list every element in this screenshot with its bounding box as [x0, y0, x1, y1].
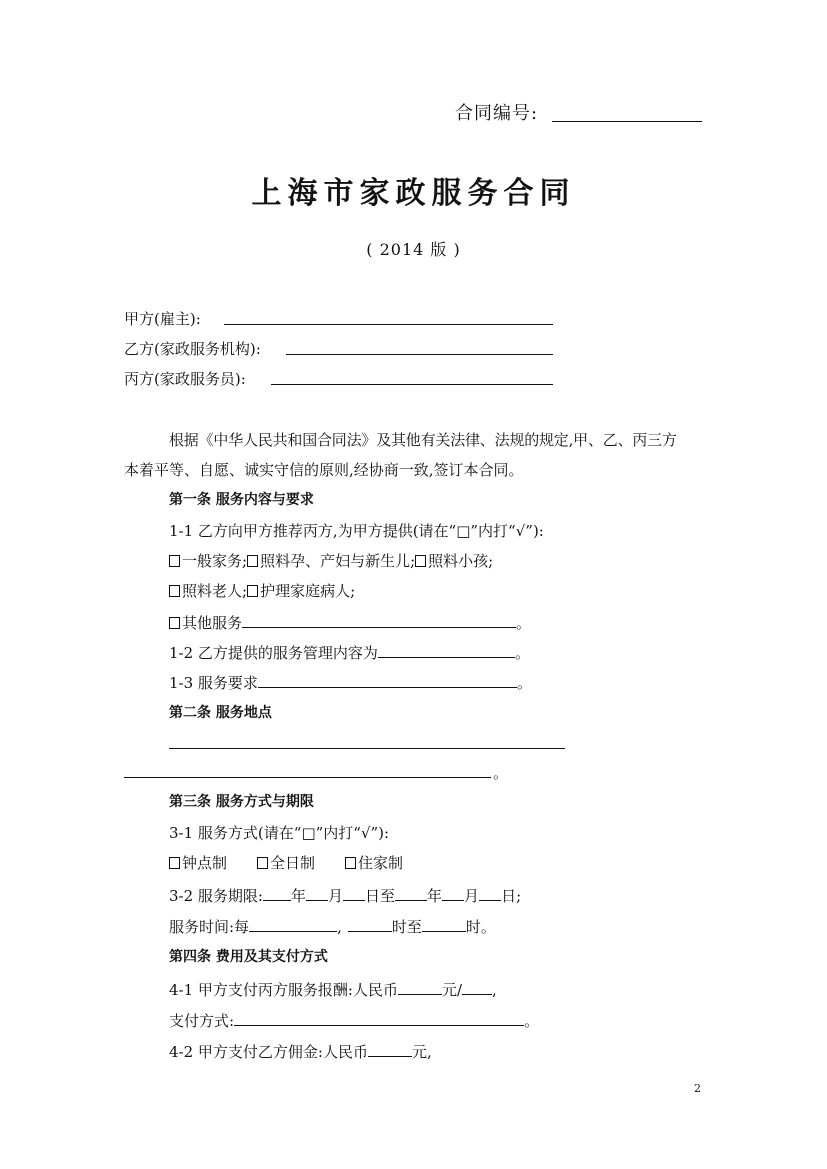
- month-label: 月: [464, 887, 480, 905]
- year-label: 年: [290, 887, 306, 905]
- year-label: 年: [427, 887, 443, 905]
- article-4-2: [169, 1040, 432, 1062]
- checkbox-elder-care[interactable]: [169, 585, 180, 597]
- article-4-1: [169, 978, 497, 1000]
- article-3-heading: 第三条 服务方式与期限: [169, 794, 314, 810]
- payment-method-field[interactable]: [234, 1009, 524, 1026]
- option-general-housework-label: 一般家务;: [182, 552, 248, 570]
- checkbox-hourly[interactable]: [169, 857, 180, 869]
- comma-mark: ,: [337, 918, 342, 936]
- service-period-label: 3-2 服务期限:: [169, 887, 263, 905]
- document-title: 上海市家政服务合同: [251, 176, 576, 211]
- fee-unit-label: 元/: [441, 981, 463, 999]
- day-to-label: 日至: [365, 887, 396, 905]
- service-location-field-1[interactable]: [169, 748, 565, 749]
- payment-method: [169, 1009, 539, 1031]
- article-3-1: 3-1 服务方式(请在“□”内打“√”):: [169, 824, 390, 842]
- service-location-field-2[interactable]: [124, 777, 491, 778]
- service-mode-options: [169, 853, 403, 873]
- article-1-heading: 第一条 服务内容与要求: [169, 492, 314, 508]
- checkbox-maternity-newborn[interactable]: [247, 555, 258, 567]
- option-other-service-label: 其他服务: [182, 614, 243, 632]
- period-mark: 。: [514, 644, 530, 662]
- period-mark: 。: [516, 674, 532, 692]
- service-requirements-field[interactable]: [258, 671, 517, 688]
- page-number: 2: [694, 1082, 701, 1095]
- day-label: 日;: [501, 887, 522, 905]
- start-hour-field[interactable]: [348, 915, 392, 932]
- article-1-3: [169, 671, 532, 693]
- service-options-row-3: [169, 611, 531, 633]
- fee-unit-field[interactable]: [462, 978, 492, 995]
- start-year-field[interactable]: [263, 884, 291, 901]
- commission-amount-field[interactable]: [368, 1040, 412, 1057]
- article-4-heading: 第四条 费用及其支付方式: [169, 949, 328, 965]
- checkbox-live-in[interactable]: [345, 857, 356, 869]
- intro-line-2: 本着平等、自愿、诚实守信的原则,经协商一致,签订本合同。: [124, 461, 524, 479]
- payment-method-label: 支付方式:: [169, 1012, 235, 1030]
- period-mark: 。: [524, 1012, 540, 1030]
- option-live-in-label: 住家制: [358, 854, 404, 872]
- option-elder-care-label: 照料老人;: [182, 582, 248, 600]
- option-patient-care-label: 护理家庭病人;: [260, 582, 356, 600]
- article-2-heading: 第二条 服务地点: [169, 705, 272, 721]
- hour-end-label: 时。: [465, 918, 496, 936]
- contract-number-label: 合同编号:: [455, 103, 539, 124]
- end-month-field[interactable]: [442, 884, 464, 901]
- end-year-field[interactable]: [395, 884, 427, 901]
- checkbox-full-day[interactable]: [257, 857, 268, 869]
- article-1-3-label: 1-3 服务要求: [169, 674, 258, 692]
- comma-mark: ,: [492, 981, 497, 999]
- end-day-field[interactable]: [479, 884, 501, 901]
- checkbox-general-housework[interactable]: [169, 555, 180, 567]
- article-1-2-label: 1-2 乙方提供的服务管理内容为: [169, 644, 378, 662]
- article-3-2: [169, 884, 521, 906]
- period-mark: 。: [516, 614, 532, 632]
- checkbox-other-service[interactable]: [169, 617, 180, 629]
- party-b-label: 乙方(家政服务机构):: [124, 340, 261, 358]
- service-options-row-1: [169, 551, 493, 571]
- party-c-fee-label: 4-1 甲方支付丙方服务报酬:人民币: [169, 981, 398, 999]
- party-c-label: 丙方(家政服务员):: [124, 370, 246, 388]
- option-full-day-label: 全日制: [270, 854, 316, 872]
- start-month-field[interactable]: [306, 884, 328, 901]
- document-version: ( 2014 版 ): [366, 240, 461, 259]
- party-b-field[interactable]: [286, 354, 553, 355]
- checkbox-child-care[interactable]: [415, 555, 426, 567]
- party-a-field[interactable]: [224, 324, 553, 325]
- start-day-field[interactable]: [343, 884, 365, 901]
- party-c-fee-amount-field[interactable]: [398, 978, 442, 995]
- article-1-2: [169, 641, 530, 663]
- party-a-label: 甲方(雇主):: [124, 310, 201, 328]
- period-mark: 。: [493, 764, 509, 782]
- service-options-row-2: [169, 581, 355, 601]
- article-1-1: 1-1 乙方向甲方推荐丙方,为甲方提供(请在“□”内打“√”):: [169, 522, 544, 540]
- option-child-care-label: 照料小孩;: [428, 552, 494, 570]
- option-maternity-newborn-label: 照料孕、产妇与新生儿;: [260, 552, 416, 570]
- currency-unit-label: 元,: [411, 1043, 432, 1061]
- month-label: 月: [328, 887, 344, 905]
- end-hour-field[interactable]: [422, 915, 466, 932]
- service-time: [169, 915, 496, 937]
- other-service-field[interactable]: [242, 611, 516, 628]
- intro-line-1: 根据《中华人民共和国合同法》及其他有关法律、法规的规定,甲、乙、丙三方: [169, 431, 677, 449]
- party-c-field[interactable]: [271, 384, 553, 385]
- commission-label: 4-2 甲方支付乙方佣金:人民币: [169, 1043, 368, 1061]
- contract-number-field[interactable]: [552, 121, 702, 122]
- option-hourly-label: 钟点制: [182, 854, 228, 872]
- checkbox-patient-care[interactable]: [247, 585, 258, 597]
- service-time-label: 服务时间:每: [169, 918, 250, 936]
- hour-to-label: 时至: [391, 918, 422, 936]
- service-management-field[interactable]: [378, 641, 515, 658]
- service-time-day-field[interactable]: [249, 915, 337, 932]
